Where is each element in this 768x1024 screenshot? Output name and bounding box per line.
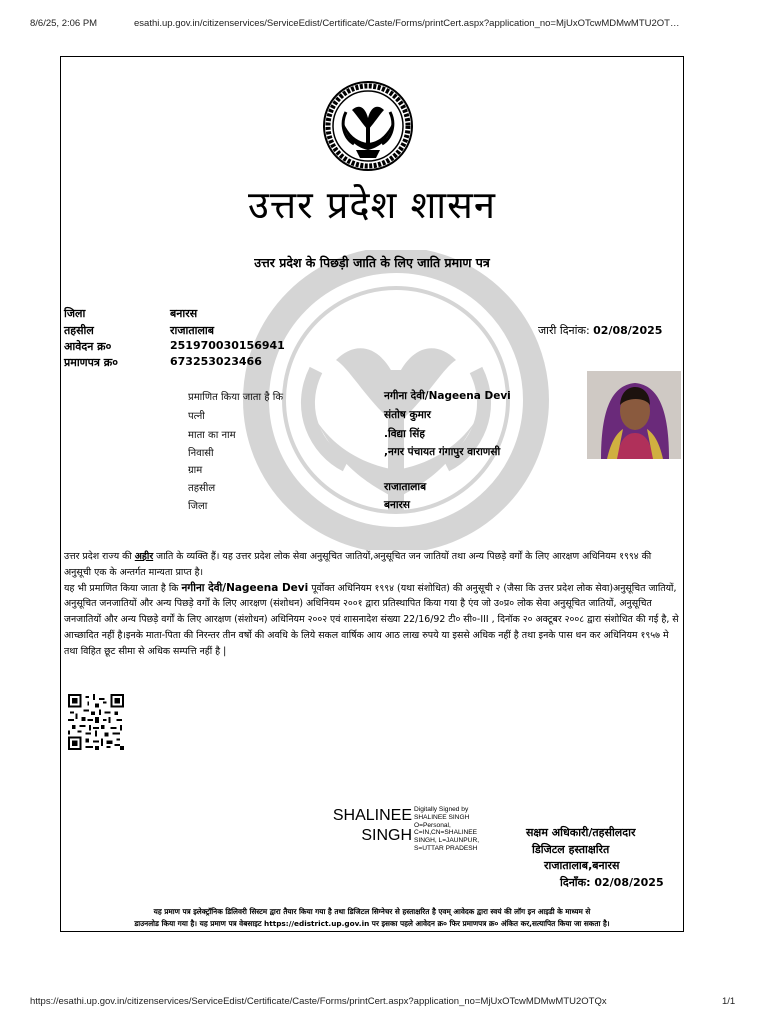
- application-no-label: आवेदन क्र०: [64, 340, 112, 353]
- detail-tehsil-label: तहसील: [188, 483, 216, 494]
- resident-label: निवासी: [188, 448, 214, 459]
- certificate-title: उत्तर प्रदेश के पिछड़ी जाति के लिए जाति प्रमाण पत्र: [254, 255, 490, 270]
- applicant-name: नगीना देवी/Nageena Devi: [384, 390, 511, 402]
- resident-value: ,नगर पंचायत गंगापुर वाराणसी: [384, 446, 501, 458]
- eligibility-paragraph: यह भी प्रमाणित किया जाता है कि नगीना देवी/Nageena Devi पूर्वोक्त अधिनियम १९९४ (यथा संशोधित) की अनुसूची २ (जैसा कि उत्तर प्रदेश लोक सेवा)अनुसूचित जातियों, अनुसूचित जनजातियों और अन्य पिछड़े वर्गों के लिए आरक्षण (संशोधन) अधिनियम २००१ द्वारा प्रतिस्थापित किया गया है एंव जो उ०प्र० लोक सेवा अनुसूचित जातियों, अनुसूचित जनजातियों और अन्य पिछड़े वर्गों के लिए आरक्षण (संशोधन) अधिनियम २००२ एवं शासनादेश संख्या 22/16/92 टी० सी०-III , दिनॉक २० अक्टूबर २००८ द्वारा संशोधित की गई है, से आच्छादित नहीं है।इनके माता-पिता की निरन्तर तीन वर्षो की अवधि के लिये सकल वार्षिक आय आठ लाख रुपये या इससे अधिक नहीं है तथा इनके पास धन कर अधिनियम १९५७ मे तथा विहित छूट सीमा से अधिक सम्पत्ति नहीं है |: [64, 581, 679, 657]
- certificate-no-label: प्रमाणपत्र क्र०: [64, 356, 118, 369]
- district-value: बनारस: [170, 307, 198, 320]
- government-title: उत्तर प्रदेश शासन: [248, 183, 496, 227]
- authority-title: सक्षम अधिकारी/तहसीलदार: [526, 826, 636, 839]
- verification-qr-code-icon: [68, 694, 124, 750]
- husband-label: पत्नी: [188, 411, 205, 422]
- digital-signature-details: Digitally Signed by SHALINEE SINGH O=Personal, C=IN,CN=SHALINEE SINGH, L=JAUNPUR, S=UTTAR PRADESH: [414, 806, 480, 852]
- verification-note: यह प्रमाण पत्र इलेक्ट्रॉनिक डिलिवरी सिस्टम द्वारा तैयार किया गया है तथा डिजिटल सिग्नेचर से हस्ताक्षरित है एवम् आवेदक द्वारा स्वयं की लॉग इन आइडी के माध्यम से डाउनलोड किया गया है। यह प्रमाण पत्र वेबसाइट https://edistrict.up.gov.in पर इसका पहले आवेदन क्र० फिर प्रमाणपत्र क्र० अंकित कर,सत्यापित किया जा सकता है।: [134, 907, 610, 928]
- tehsil-value: राजातालाब: [170, 324, 215, 337]
- village-label: ग्राम: [188, 465, 203, 476]
- applicant-name-inline: नगीना देवी/Nageena Devi: [181, 581, 309, 594]
- mother-label: माता का नाम: [188, 430, 236, 441]
- issue-date-label: जारी दिनांक:: [538, 324, 590, 337]
- tehsil-label: तहसील: [64, 324, 94, 337]
- caste-name: अहीर: [134, 551, 154, 562]
- page-count: 1/1: [722, 996, 736, 1007]
- office-location: राजातालाब,बनारस: [544, 859, 620, 872]
- issue-date-value: 02/08/2025: [593, 324, 663, 337]
- issue-date: [538, 323, 662, 338]
- detail-district-value: बनारस: [384, 499, 410, 511]
- husband-name: संतोष कुमार: [384, 409, 431, 421]
- caste-paragraph: उत्तर प्रदेश राज्य की अहीर जाति के व्यक्ति हैं। यह उत्तर प्रदेश लोक सेवा अनुसूचित जातियों,अनुसूचित जन जातियों तथा अन्य पिछड़े वर्गों के लिए आरक्षण अधिनियम १९९४ की अनुसूची एक के अन्तर्गत मान्यता प्राप्त है।: [64, 551, 652, 578]
- print-footer-url: https://esathi.up.gov.in/citizenservices/ServiceEdist/Certificate/Caste/Forms/printCert.aspx?application_no=MjUxOTcwMDMwMTU2OTQx: [30, 996, 607, 1007]
- mother-name: .विद्या सिंह: [384, 428, 425, 440]
- application-no-value: 251970030156941: [170, 339, 285, 352]
- print-url: esathi.up.gov.in/citizenservices/ServiceEdist/Certificate/Caste/Forms/printCert.aspx?application_no=MjUxOTcwMDMwMTU2OT…: [134, 18, 680, 29]
- district-label: जिला: [64, 307, 86, 320]
- applicant-photo: [587, 371, 681, 459]
- detail-district-label: जिला: [188, 501, 208, 512]
- digitally-signed-label: डिजिटल हस्ताक्षरित: [532, 843, 610, 856]
- up-state-emblem-icon: [322, 80, 414, 172]
- signer-name: SHALINEE SINGH: [332, 807, 412, 844]
- certificate-body: [64, 549, 680, 660]
- certificate-no-value: 673253023466: [170, 355, 262, 368]
- detail-tehsil-value: राजातालाब: [384, 481, 427, 493]
- certify-label: प्रमाणित किया जाता है कि: [188, 392, 284, 403]
- sign-date: दिनाँक: 02/08/2025: [560, 876, 664, 889]
- print-timestamp: 8/6/25, 2:06 PM: [30, 18, 98, 29]
